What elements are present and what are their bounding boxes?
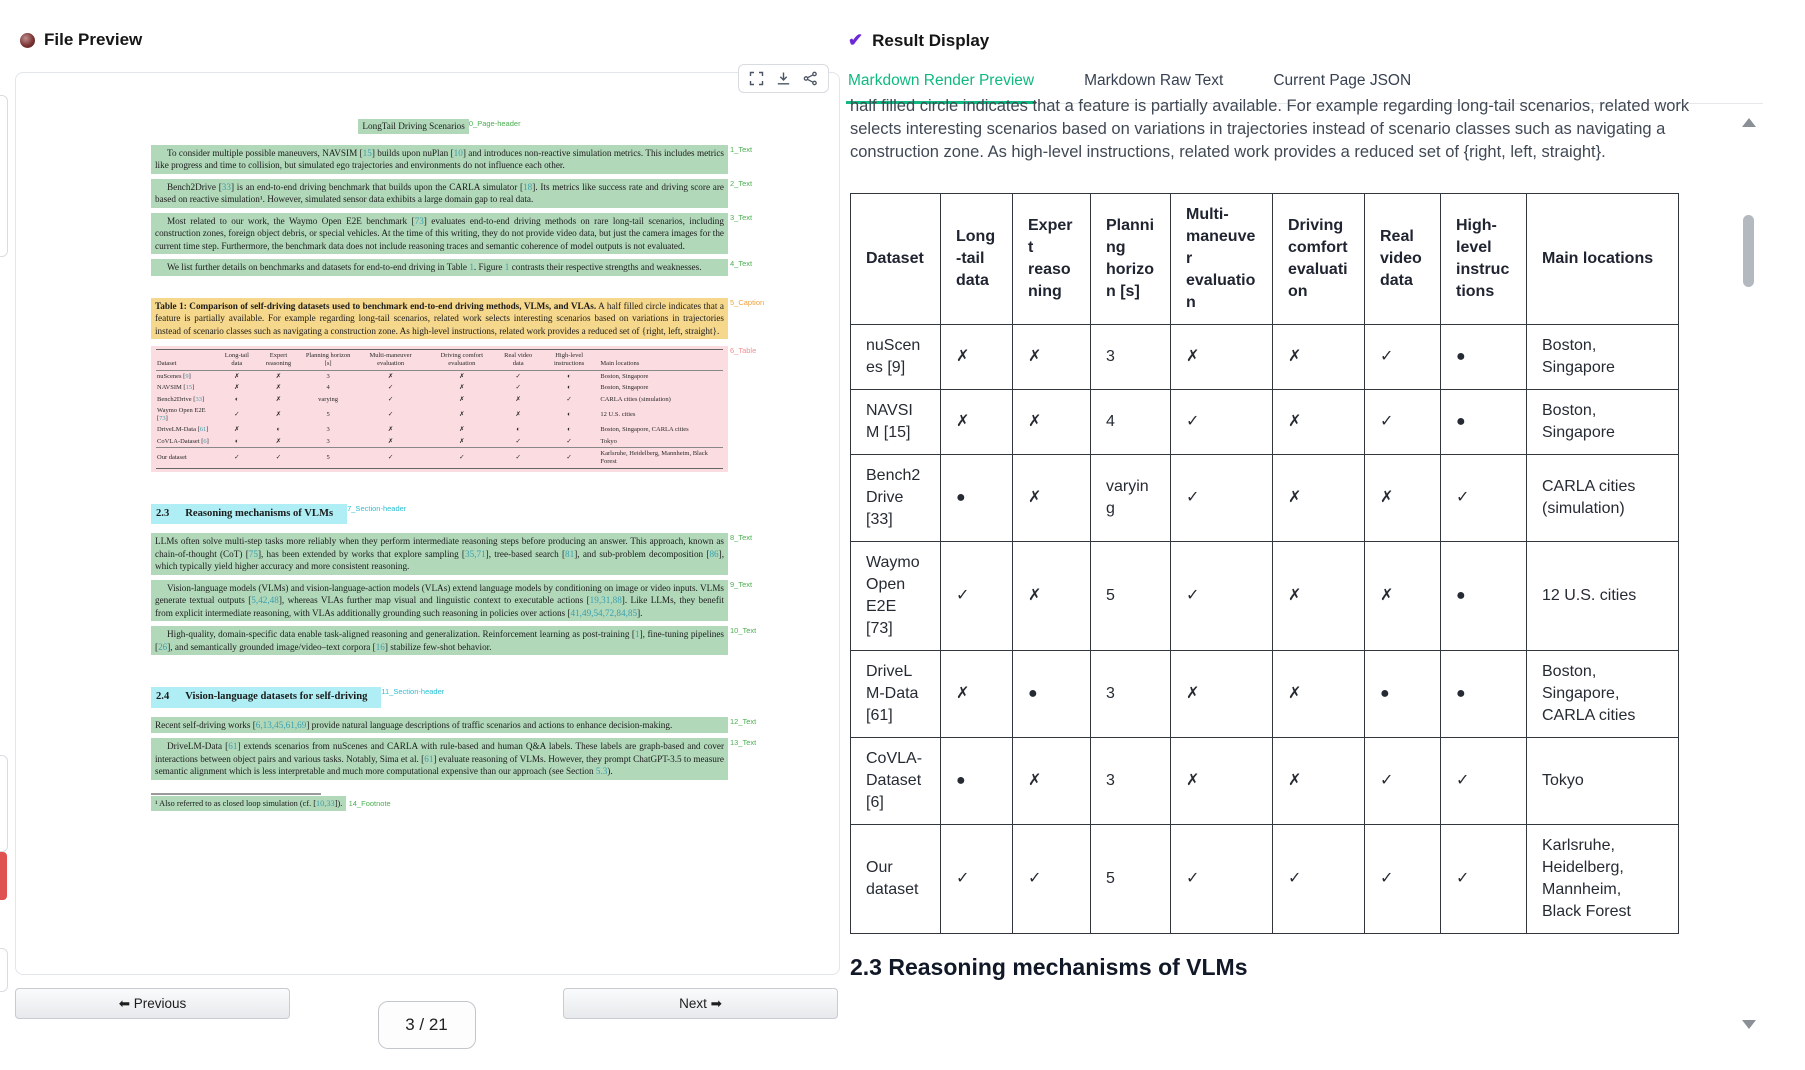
pdf-section-header-block: 2.4 Vision-language datasets for self-driving 11_Section-header bbox=[151, 687, 728, 707]
table-cell: ✗ bbox=[1013, 738, 1091, 825]
table-cell: Tokyo bbox=[1527, 738, 1679, 825]
pdf-footnote-block: ¹ Also referred to as closed loop simulation (cf. [10,33]). 14_Footnote bbox=[151, 793, 728, 811]
table-cell: DriveLM-Data [61] bbox=[851, 651, 941, 738]
pdf-text-block: DriveLM-Data [61] extends scenarios from nuScenes and CARLA with rule-based and human Q&A labels. These labels are graph-based and cover interactions between object pairs and various tasks. Notably, Sima et al. [61] evaluate reasoning of VLMs. However, they prompt ChatGPT-3.5 to measure semantic alignment which is less interpretable and much more computational expensive than our approach (see Section 5.3). 13_Text bbox=[151, 738, 728, 780]
tab-markdown-raw-text[interactable]: Markdown Raw Text bbox=[1084, 72, 1224, 89]
table-cell: 3 bbox=[1091, 738, 1171, 825]
file-preview-header bbox=[20, 30, 142, 50]
table-cell: ✓ bbox=[1171, 390, 1273, 455]
result-display-header bbox=[848, 30, 989, 51]
table-header-row bbox=[851, 194, 1679, 325]
table-header-cell: Planning horizon [s] bbox=[1091, 194, 1171, 325]
table-cell: ✗ bbox=[1171, 325, 1273, 390]
result-display-title: Result Display bbox=[872, 30, 990, 50]
table-cell: Karlsruhe, Heidelberg, Mannheim, Black Forest bbox=[1527, 825, 1679, 934]
table-header-cell: Expert reasoning bbox=[1013, 194, 1091, 325]
table-header-cell: Real video data bbox=[1365, 194, 1441, 325]
tab-markdown-render-preview[interactable]: Markdown Render Preview bbox=[846, 64, 1036, 104]
pdf-page bbox=[151, 119, 765, 816]
tab-current-page-json[interactable]: Current Page JSON bbox=[1273, 72, 1412, 89]
table-cell: ● bbox=[1013, 651, 1091, 738]
table-cell: ✓ bbox=[1441, 455, 1527, 542]
table-row bbox=[851, 455, 1679, 542]
left-edge-item bbox=[0, 755, 8, 852]
table-cell: ✗ bbox=[1365, 455, 1441, 542]
table-header-cell: Multi-maneuver evaluation bbox=[1171, 194, 1273, 325]
table-cell: ✗ bbox=[1273, 651, 1365, 738]
table-cell: ✗ bbox=[1171, 738, 1273, 825]
table-cell: ✓ bbox=[1441, 738, 1527, 825]
table-row bbox=[851, 738, 1679, 825]
file-preview-icon bbox=[20, 33, 35, 48]
table-cell: nuScenes [9] bbox=[851, 325, 941, 390]
table-cell: ✓ bbox=[941, 542, 1013, 651]
table-cell: ✗ bbox=[1013, 390, 1091, 455]
table-cell: CoVLA-Dataset [6] bbox=[851, 738, 941, 825]
table-cell: 4 bbox=[1091, 390, 1171, 455]
pdf-page-header: LongTail Driving Scenarios bbox=[358, 119, 468, 134]
markdown-table bbox=[850, 193, 1679, 934]
previous-button[interactable]: ⬅ Previous bbox=[15, 988, 290, 1019]
table-cell: ✓ bbox=[1365, 738, 1441, 825]
table-cell: Boston, Singapore, CARLA cities bbox=[1527, 651, 1679, 738]
table-cell: ✓ bbox=[1441, 825, 1527, 934]
table-cell: 5 bbox=[1091, 542, 1171, 651]
table-cell: ● bbox=[1365, 651, 1441, 738]
table-cell: ✓ bbox=[1171, 455, 1273, 542]
table-cell: ✓ bbox=[1013, 825, 1091, 934]
table-cell: ✗ bbox=[1365, 542, 1441, 651]
file-preview-title: File Preview bbox=[44, 30, 143, 49]
pagination-bar bbox=[15, 988, 838, 1050]
table-cell: ✓ bbox=[1365, 390, 1441, 455]
pdf-text-block: LLMs often solve multi-step tasks more reliably when they perform intermediate reasoning steps before producing an answer. This approach, known as chain-of-thought (CoT) [75], has been extended by works that explore sampling [35,71], tree-based search [81], and sub-problem decomposition [86], which typically yield higher accuracy and more consistent reasoning. 8_Text bbox=[151, 533, 728, 575]
table-cell: Bench2Drive [33] bbox=[851, 455, 941, 542]
markdown-section-heading: 2.3 Reasoning mechanisms of VLMs bbox=[850, 954, 1248, 980]
pdf-text-block: Bench2Drive [33] is an end-to-end driving benchmark that builds upon the CARLA simulator [18]. Its metrics like success rate and driving score are based on reactive simulation¹. However, simulated sensor data exhibits a large domain gap to real data. 2_Text bbox=[151, 179, 728, 208]
left-edge-item-highlighted bbox=[0, 852, 7, 900]
table-cell: ✗ bbox=[941, 651, 1013, 738]
table-row bbox=[851, 325, 1679, 390]
share-icon[interactable] bbox=[803, 71, 818, 86]
pdf-section-header-block: 2.3 Reasoning mechanisms of VLMs 7_Section-header bbox=[151, 504, 728, 524]
table-cell: 12 U.S. cities bbox=[1527, 542, 1679, 651]
pdf-text-block: Vision-language models (VLMs) and vision-language-action models (VLAs) extend language models by conditioning on image or video inputs. VLMs generate textual outputs [5,42,48], whereas VLAs further map visual and linguistic context to executable actions [19,31,88]. Like LLMs, they benefit from explicit intermediate reasoning, with VLAs additionally grounding such reasoning in policies over actions [41,49,54,72,84,85]. 9_Text bbox=[151, 580, 728, 622]
pdf-text-block: High-quality, domain-specific data enable task-aligned reasoning and generalization. Reinforcement learning as post-training [1], fine-tuning pipelines [26], and semantically grounded image/video–text corpora [16] stabilize few-shot behavior. 10_Text bbox=[151, 626, 728, 655]
table-cell: Our dataset bbox=[851, 825, 941, 934]
table-cell: Waymo Open E2E [73] bbox=[851, 542, 941, 651]
table-cell: ✗ bbox=[1273, 738, 1365, 825]
table-cell: ✗ bbox=[941, 325, 1013, 390]
table-cell: ● bbox=[941, 738, 1013, 825]
page-indicator: 3 / 21 bbox=[378, 1001, 476, 1049]
scrollbar-thumb[interactable] bbox=[1743, 215, 1754, 287]
table-cell: ✓ bbox=[1365, 825, 1441, 934]
table-cell: ✗ bbox=[1013, 455, 1091, 542]
table-cell: ✗ bbox=[1273, 390, 1365, 455]
pdf-page-header-row bbox=[151, 119, 728, 134]
table-header-cell: Driving comfort evaluation bbox=[1273, 194, 1365, 325]
table-cell: 3 bbox=[1091, 651, 1171, 738]
markdown-text-line: construction zone. As high-level instructions, related work provides a reduced set of {right, left, straight}. bbox=[850, 143, 1606, 161]
table-cell: ● bbox=[1441, 325, 1527, 390]
table-cell: ✓ bbox=[1273, 825, 1365, 934]
annotation-label: 0_Page-header bbox=[468, 119, 521, 128]
check-icon: ✔ bbox=[848, 30, 864, 50]
download-icon[interactable] bbox=[776, 71, 791, 86]
pdf-text-block: Recent self-driving works [6,13,45,61,69] provide natural language descriptions of traffic scenarios and actions to enhance decision-making. 12_Text bbox=[151, 717, 728, 734]
table-cell: ● bbox=[1441, 651, 1527, 738]
table-header-cell: Dataset bbox=[851, 194, 941, 325]
table-cell: ✓ bbox=[1171, 542, 1273, 651]
table-cell: ✗ bbox=[1013, 325, 1091, 390]
table-header-cell: Long-tail data bbox=[941, 194, 1013, 325]
pdf-text-block: We list further details on benchmarks and datasets for end-to-end driving in Table 1. Figure 1 contrasts their respective strengths and weaknesses. 4_Text bbox=[151, 259, 728, 276]
table-cell: ✓ bbox=[1171, 825, 1273, 934]
table-cell: ✗ bbox=[1171, 651, 1273, 738]
table-cell: ✗ bbox=[1273, 542, 1365, 651]
scroll-down-arrow-icon[interactable] bbox=[1742, 1020, 1756, 1029]
table-cell: ✗ bbox=[1273, 325, 1365, 390]
table-cell: ✓ bbox=[941, 825, 1013, 934]
pdf-caption-block: Table 1: Comparison of self-driving datasets used to benchmark end-to-end driving methods, VLMs, and VLAs. A half filled circle indicates that a feature is partially available. For example regarding long-tail scenarios, related work selects interesting scenarios based on variations in trajectories instead of scenario classes such as navigating a construction zone. As high-level instructions, related work provides a reduced set of {right, left, straight}. 5_Caption bbox=[151, 298, 728, 340]
table-cell: CARLA cities (simulation) bbox=[1527, 455, 1679, 542]
markdown-text-line: half filled circle indicates that a feature is partially available. For example regarding long-tail scenarios, related work bbox=[850, 97, 1690, 115]
table-row bbox=[851, 825, 1679, 934]
table-cell: Boston, Singapore bbox=[1527, 325, 1679, 390]
file-preview-card bbox=[15, 72, 840, 975]
table-row bbox=[851, 651, 1679, 738]
pdf-text-block: To consider multiple possible maneuvers, NAVSIM [15] builds upon nuPlan [10] and introduces non-reactive simulation metrics. This includes metrics like progress and time to collision, but simulated ego trajectories and environments do not influence each other. 1_Text bbox=[151, 145, 728, 174]
table-cell: NAVSIM [15] bbox=[851, 390, 941, 455]
fullscreen-icon[interactable] bbox=[749, 71, 764, 86]
table-row bbox=[851, 390, 1679, 455]
table-cell: ● bbox=[1441, 390, 1527, 455]
table-cell: varying bbox=[1091, 455, 1171, 542]
scroll-up-arrow-icon[interactable] bbox=[1742, 118, 1756, 127]
left-edge-item bbox=[0, 95, 8, 257]
table-cell: ✗ bbox=[1013, 542, 1091, 651]
table-cell: ✓ bbox=[1365, 325, 1441, 390]
preview-toolbar bbox=[738, 64, 829, 93]
table-cell: 5 bbox=[1091, 825, 1171, 934]
table-row bbox=[851, 542, 1679, 651]
table-header-cell: High-level instructions bbox=[1441, 194, 1527, 325]
table-header-cell: Main locations bbox=[1527, 194, 1679, 325]
markdown-render-preview bbox=[850, 97, 1750, 1032]
pdf-table-block: Dataset Long-tail data Expert reasoning Planning horizon [s] Multi-maneuver evaluation Driving comfort evaluation Real video data High-level instructions Main locations nuScenes [9] ✗ ✗ 3 ✗ ✗ ✓ ◐ Boston, Singapore NAVSIM [15] ✗ ✗ 4 ✓ ✗ ✓ ◐ Boston, Singapore Bench2Drive [33] ◐ ✗ varying ✓ ✗ ✗ ✓ CARLA cities (simulation) Waymo Open E2E [73] ✓ ✗ 5 ✓ ✗ ✗ ◐ 12 U.S. cities DriveLM-Data [61] ✗ ◐ 3 ✗ ✗ ◐ ◐ Boston, Singapore, CARLA cities CoVLA-Dataset [6] ◐ ✗ 3 ✗ ✗ ✓ ✓ Tokyo Our dataset ✓ ✓ 5 ✓ ✓ ✓ ✓ Karlsruhe, Heidelberg, Mannheim, Black Forest 6_Table bbox=[151, 346, 728, 472]
left-edge-item bbox=[0, 948, 8, 992]
markdown-text-line: selects interesting scenarios based on variations in trajectories instead of scenario classes such as navigating a bbox=[850, 120, 1666, 138]
table-cell: 3 bbox=[1091, 325, 1171, 390]
markdown-paragraph bbox=[850, 95, 1750, 164]
table-cell: Boston, Singapore bbox=[1527, 390, 1679, 455]
pdf-text-block: Most related to our work, the Waymo Open E2E benchmark [73] evaluates end-to-end driving methods on rare long-tail scenarios, including construction zones, foreign object debris, or special vehicles. At the time of this writing, they do not provide video data, but just the camera images for the current time step. Furthermore, the benchmark data does not include reasoning traces and semantic coherence of model outputs is not evaluated. 3_Text bbox=[151, 213, 728, 255]
table-cell: ● bbox=[1441, 542, 1527, 651]
table-cell: ● bbox=[941, 455, 1013, 542]
table-cell: ✗ bbox=[1273, 455, 1365, 542]
table-cell: ✗ bbox=[941, 390, 1013, 455]
next-button[interactable]: Next ➡ bbox=[563, 988, 838, 1019]
